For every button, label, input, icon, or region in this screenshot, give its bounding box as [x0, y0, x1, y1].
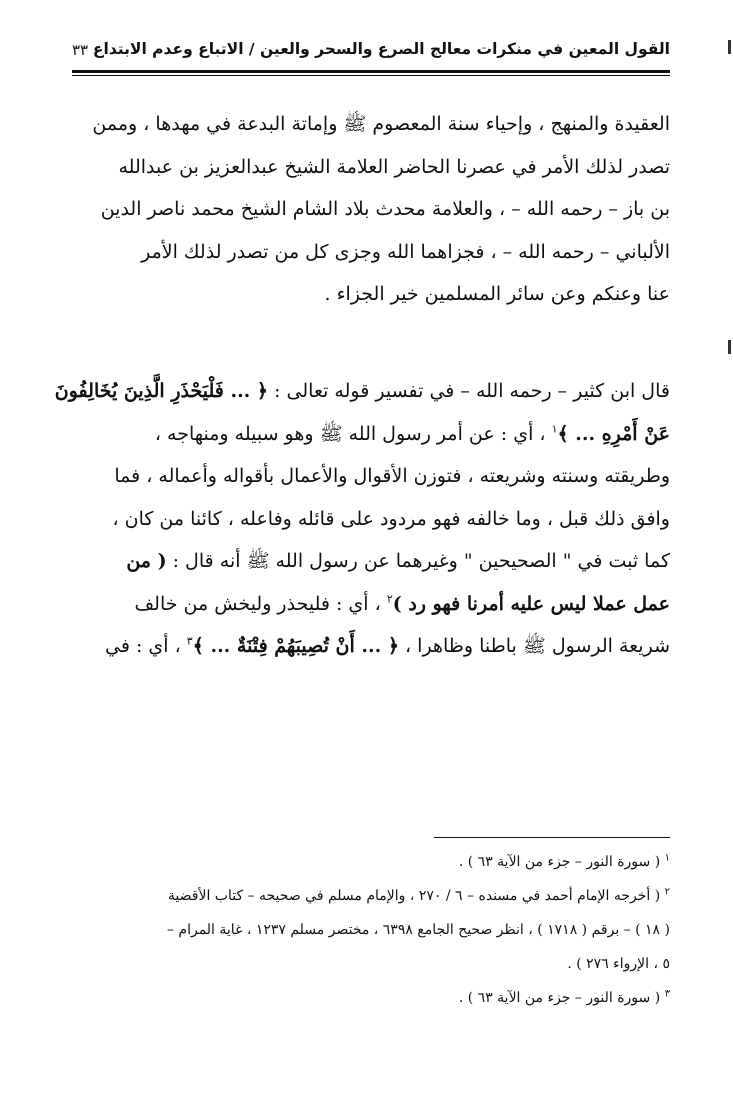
- hadith-intro: كما ثبت في " الصحيحين " وغيرهما عن رسول الله ﷺ أنه قال :: [166, 550, 670, 572]
- paragraph-line: وافق ذلك قبل ، وما خالفه فهو مردود على قائله وفاعله ، كائنا من كان ،: [112, 507, 670, 530]
- header-rule: [72, 70, 670, 73]
- scan-edge-mark: [728, 340, 731, 354]
- footnote-ref[interactable]: ٣: [186, 634, 193, 648]
- paragraph-line: العقيدة والمنهج ، وإحياء سنة المعصوم ﷺ وإماتة البدعة في مهدها ، وممن: [92, 113, 670, 135]
- line-tail: ، أي : في: [105, 635, 187, 657]
- paragraph-line: بن باز – رحمه الله – ، والعلامة محدث بلاد الشام الشيخ محمد ناصر الدين: [100, 198, 670, 220]
- warning-text: شريعة الرسول ﷺ باطنا وظاهرا ،: [398, 635, 670, 657]
- footnotes: [78, 845, 670, 1015]
- quran-verse-start: ﴿ ... فَلْيَحْذَرِ الَّذِينَ يُخَالِفُونَ: [54, 380, 269, 402]
- paragraph-line: [78, 625, 670, 668]
- footnote-text: ( أخرجه الإمام أحمد في مسنده – ٦ / ٢٧٠ ، والإمام مسلم في صحيحه – كتاب الأقضية: [167, 888, 661, 904]
- footnote-ref[interactable]: ٢: [386, 592, 393, 606]
- footnote-text: ( ١٨ ) – برقم ( ١٧١٨ ) ، انظر صحيح الجامع ٦٣٩٨ ، مختصر مسلم ١٢٣٧ ، غاية المرام –: [166, 922, 670, 938]
- ibn-kathir-intro: قال ابن كثير – رحمه الله – في تفسير قوله تعالى :: [268, 380, 670, 402]
- footnote-continuation: [78, 913, 670, 947]
- footnote-number: ٣: [664, 988, 670, 1000]
- paragraph-2: [54, 370, 670, 668]
- footnote: [78, 879, 670, 913]
- quran-verse-fitna: ﴿ ... أَنْ تُصِيبَهُمْ فِتْنَةٌ ... ﴾: [192, 635, 399, 657]
- hadith-explanation: ، أي : فليحذر وليخش من خالف: [134, 592, 387, 615]
- paragraph-line: [78, 540, 670, 583]
- footnote-number: ٢: [664, 886, 670, 898]
- paragraph-1: [78, 103, 670, 316]
- paragraph-line: تصدر لذلك الأمر في عصرنا الحاضر العلامة الشيخ عبدالعزيز بن عبدالله: [118, 155, 670, 178]
- footnote: [78, 981, 670, 1015]
- footnote-continuation: [78, 947, 670, 981]
- page-number: ٣٣: [72, 41, 89, 59]
- verse-explanation: ، أي : عن أمر رسول الله ﷺ وهو سبيله ومنهاجه ،: [154, 422, 552, 445]
- header-title: القول المعين في منكرات معالج الصرع والسحر والعين / الاتباع وعدم الابتداع: [92, 40, 670, 58]
- running-header: [72, 30, 670, 70]
- footnote-text: ( سورة النور – جزء من الآية ٦٣ ) .: [458, 854, 661, 870]
- paragraph-line: [54, 370, 670, 413]
- paragraph-line: وطريقته وسنته وشريعته ، فتوزن الأقوال والأعمال بأقواله وأعماله ، فما: [114, 465, 670, 487]
- paragraph-line: عنا وعنكم وعن سائر المسلمين خير الجزاء .: [324, 283, 670, 305]
- header-rule-thin: [72, 75, 670, 76]
- paragraph-line: [78, 583, 670, 626]
- footnote-number: ١: [664, 852, 670, 864]
- paragraph-line: الألباني – رحمه الله – ، فجزاهما الله وجزى كل من تصدر لذلك الأمر: [141, 240, 670, 263]
- quran-verse-end: عَنْ أَمْرِهِ ... ﴾: [557, 422, 670, 445]
- hadith-text: عمل عملا ليس عليه أمرنا فهو رد ): [392, 592, 670, 615]
- paragraph-line: [78, 413, 670, 456]
- hadith-start: ( من: [126, 550, 167, 572]
- footnote: [78, 845, 670, 879]
- footnote-text: ( سورة النور – جزء من الآية ٦٣ ) .: [458, 990, 661, 1006]
- scan-edge-mark: [728, 40, 731, 54]
- footnote-ref[interactable]: ١: [551, 422, 558, 436]
- footnote-text: ٥ ، الإرواء ٢٧٦ ) .: [567, 956, 670, 972]
- footnote-separator: [434, 837, 670, 838]
